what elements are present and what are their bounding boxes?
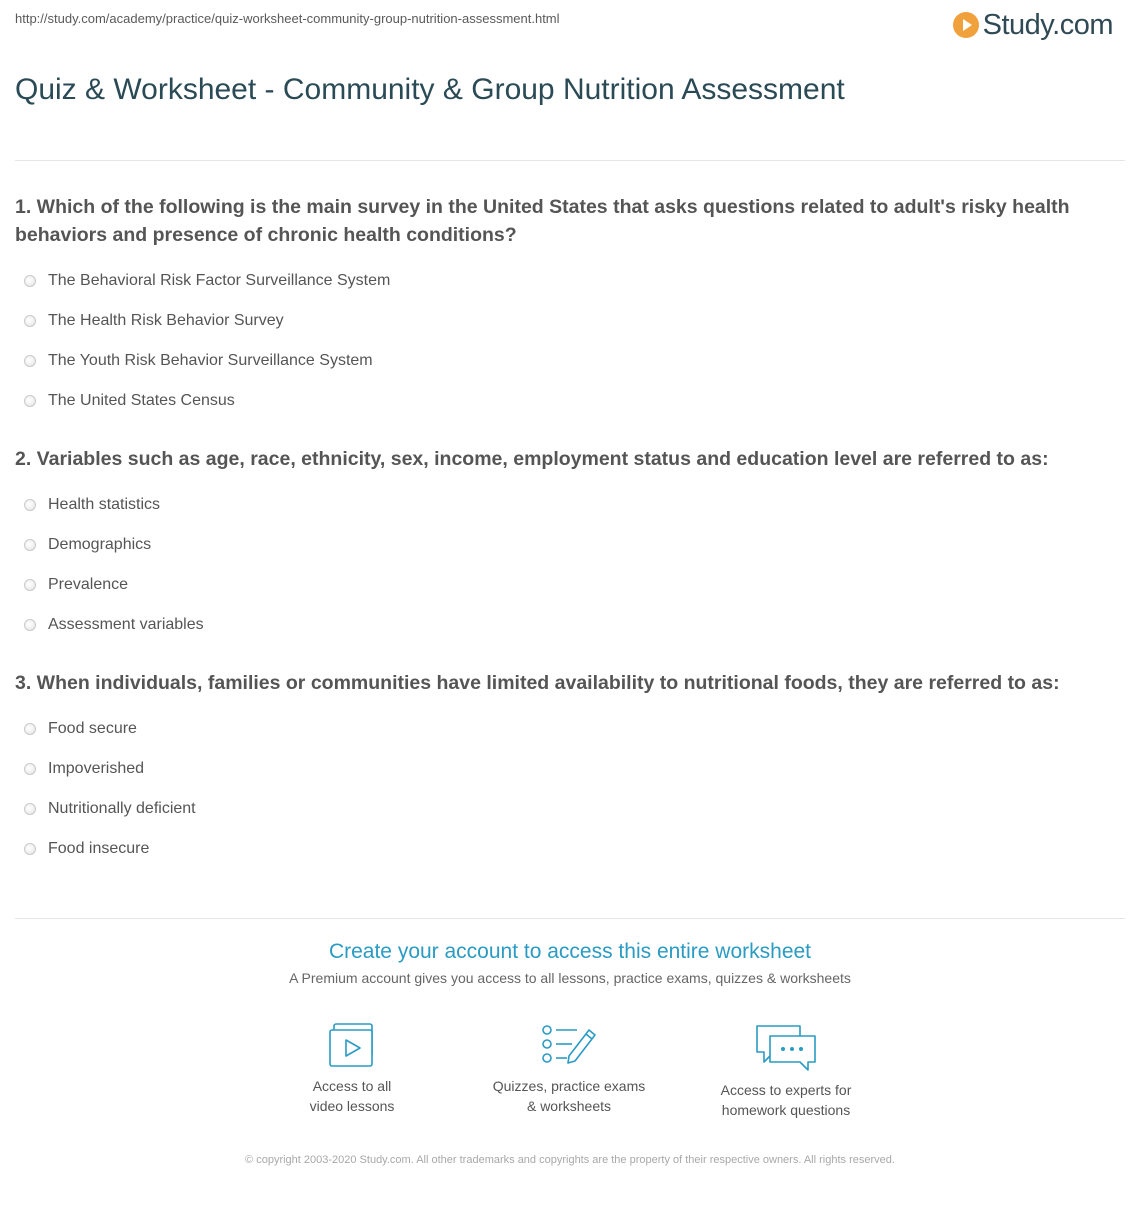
answer-label: Prevalence bbox=[48, 576, 129, 593]
answer-option[interactable] bbox=[15, 485, 1125, 525]
answer-label: Demographics bbox=[48, 536, 152, 553]
answer-label: Assessment variables bbox=[48, 616, 204, 633]
cta-subtitle: A Premium account gives you access to all lessons, practice exams, quizzes & worksheets bbox=[289, 970, 851, 986]
video-lesson-icon bbox=[324, 1022, 380, 1068]
content-divider bbox=[15, 918, 1125, 919]
feature-label-line2: video lessons bbox=[309, 1098, 395, 1114]
answer-label: The Youth Risk Behavior Surveillance System bbox=[48, 352, 373, 369]
page-url: http://study.com/academy/practice/quiz-worksheet-community-group-nutrition-assessment.html bbox=[15, 11, 560, 26]
question-text: 1. Which of the following is the main survey in the United States that asks questions related to adult's risky health behaviors and presence of chronic health conditions? bbox=[15, 196, 1070, 246]
feature-video-lessons bbox=[262, 1022, 442, 1116]
radio-button-icon[interactable] bbox=[24, 275, 36, 287]
answer-option[interactable] bbox=[15, 709, 1125, 749]
answer-label: Food insecure bbox=[48, 840, 150, 857]
answer-option[interactable] bbox=[15, 829, 1125, 869]
question-3 bbox=[15, 669, 1125, 869]
question-1 bbox=[15, 193, 1125, 421]
study-logo[interactable] bbox=[953, 8, 1113, 42]
answer-option[interactable] bbox=[15, 261, 1125, 301]
answer-list bbox=[15, 709, 1125, 869]
radio-button-icon[interactable] bbox=[24, 763, 36, 775]
radio-button-icon[interactable] bbox=[24, 723, 36, 735]
radio-button-icon[interactable] bbox=[24, 619, 36, 631]
question-text: 3. When individuals, families or communities have limited availability to nutritional foods, they are referred to as: bbox=[15, 672, 1060, 694]
answer-label: Impoverished bbox=[48, 760, 145, 777]
answer-option[interactable] bbox=[15, 565, 1125, 605]
radio-button-icon[interactable] bbox=[24, 395, 36, 407]
answer-option[interactable] bbox=[15, 341, 1125, 381]
title-divider bbox=[15, 160, 1125, 161]
radio-button-icon[interactable] bbox=[24, 355, 36, 367]
answer-option[interactable] bbox=[15, 749, 1125, 789]
answer-label: Nutritionally deficient bbox=[48, 800, 196, 817]
feature-label-line2: & worksheets bbox=[526, 1098, 612, 1114]
radio-button-icon[interactable] bbox=[24, 843, 36, 855]
radio-button-icon[interactable] bbox=[24, 539, 36, 551]
feature-label-line2: homework questions bbox=[721, 1102, 851, 1118]
answer-option[interactable] bbox=[15, 381, 1125, 421]
page-title: Quiz & Worksheet - Community & Group Nutrition Assessment bbox=[15, 73, 845, 106]
answer-list bbox=[15, 261, 1125, 421]
question-2 bbox=[15, 445, 1125, 645]
feature-label-line1: Access to experts for bbox=[720, 1082, 852, 1098]
answer-label: The Behavioral Risk Factor Surveillance System bbox=[48, 272, 391, 289]
cta-title-link[interactable]: Create your account to access this entire worksheet bbox=[328, 940, 812, 963]
radio-button-icon[interactable] bbox=[24, 579, 36, 591]
feature-quizzes bbox=[479, 1022, 659, 1116]
feature-label-line1: Quizzes, practice exams bbox=[492, 1078, 646, 1094]
answer-label: The Health Risk Behavior Survey bbox=[48, 312, 284, 329]
answer-list bbox=[15, 485, 1125, 645]
answer-option[interactable] bbox=[15, 789, 1125, 829]
feature-label-line1: Access to all bbox=[312, 1078, 392, 1094]
signup-cta bbox=[15, 940, 1125, 986]
chat-bubbles-icon bbox=[754, 1022, 818, 1072]
answer-label: Health statistics bbox=[48, 496, 161, 513]
radio-button-icon[interactable] bbox=[24, 315, 36, 327]
answer-option[interactable] bbox=[15, 525, 1125, 565]
answer-label: The United States Census bbox=[48, 392, 235, 409]
answer-label: Food secure bbox=[48, 720, 137, 737]
quiz-checklist-icon bbox=[539, 1022, 599, 1068]
logo-text: Study.com bbox=[982, 8, 1113, 41]
radio-button-icon[interactable] bbox=[24, 499, 36, 511]
answer-option[interactable] bbox=[15, 301, 1125, 341]
play-logo-icon bbox=[953, 12, 979, 38]
radio-button-icon[interactable] bbox=[24, 803, 36, 815]
question-text: 2. Variables such as age, race, ethnicity, sex, income, employment status and education level are referred to as: bbox=[15, 448, 1049, 470]
top-bar bbox=[15, 0, 1125, 44]
feature-experts bbox=[696, 1022, 876, 1120]
copyright-text: © copyright 2003-2020 Study.com. All other trademarks and copyrights are the property of their respective owners. All rights reserved. bbox=[245, 1154, 895, 1166]
answer-option[interactable] bbox=[15, 605, 1125, 645]
